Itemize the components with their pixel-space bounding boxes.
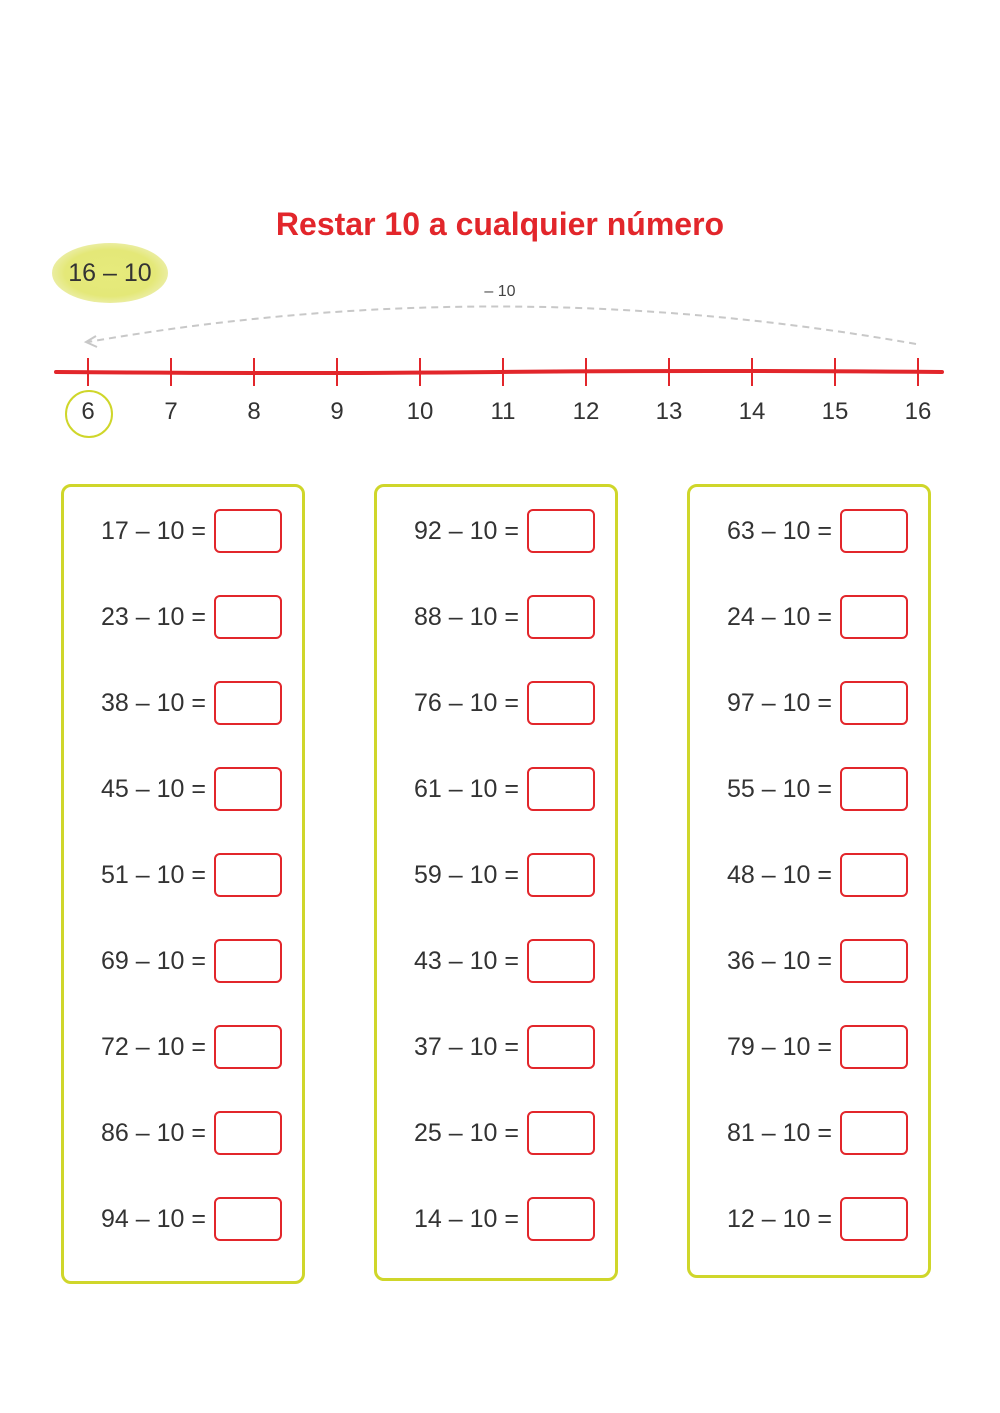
- exercise-row: [377, 1195, 595, 1243]
- subtraction-expression: 17 – 10 =: [101, 516, 206, 545]
- answer-input-box[interactable]: [527, 1197, 595, 1241]
- jump-arc: [88, 306, 916, 344]
- answer-input-box[interactable]: [840, 939, 908, 983]
- subtraction-expression: 63 – 10 =: [727, 516, 832, 545]
- subtraction-expression: 61 – 10 =: [414, 774, 519, 803]
- number-line-label: 6: [81, 398, 95, 425]
- answer-input-box[interactable]: [527, 939, 595, 983]
- subtraction-expression: 94 – 10 =: [101, 1204, 206, 1233]
- answer-input-box[interactable]: [214, 853, 282, 897]
- answer-input-box[interactable]: [527, 595, 595, 639]
- number-line-label: 9: [330, 398, 344, 425]
- exercise-row: [377, 679, 595, 727]
- exercise-row: [377, 765, 595, 813]
- exercise-row: [690, 765, 908, 813]
- subtraction-expression: 51 – 10 =: [101, 860, 206, 889]
- example-expression: 16 – 10: [68, 258, 152, 287]
- exercise-row: [690, 679, 908, 727]
- number-line-label: 12: [572, 398, 600, 425]
- exercise-row: [690, 507, 908, 555]
- subtraction-expression: 48 – 10 =: [727, 860, 832, 889]
- answer-input-box[interactable]: [527, 509, 595, 553]
- exercise-column-3: [687, 484, 931, 1278]
- answer-circle: [65, 390, 113, 438]
- subtraction-expression: 69 – 10 =: [101, 946, 206, 975]
- exercise-row: [64, 937, 282, 985]
- subtraction-expression: 86 – 10 =: [101, 1118, 206, 1147]
- answer-input-box[interactable]: [527, 767, 595, 811]
- exercise-column-1: [61, 484, 305, 1284]
- subtraction-expression: 81 – 10 =: [727, 1118, 832, 1147]
- subtraction-expression: 23 – 10 =: [101, 602, 206, 631]
- answer-input-box[interactable]: [840, 1025, 908, 1069]
- subtraction-expression: 14 – 10 =: [414, 1204, 519, 1233]
- answer-input-box[interactable]: [840, 1197, 908, 1241]
- answer-input-box[interactable]: [840, 681, 908, 725]
- answer-input-box[interactable]: [214, 1025, 282, 1069]
- number-line-label: 10: [406, 398, 434, 425]
- exercise-row: [64, 679, 282, 727]
- exercise-row: [690, 593, 908, 641]
- exercise-row: [64, 851, 282, 899]
- subtraction-expression: 97 – 10 =: [727, 688, 832, 717]
- exercise-row: [64, 507, 282, 555]
- answer-input-box[interactable]: [527, 853, 595, 897]
- answer-input-box[interactable]: [527, 681, 595, 725]
- exercise-row: [377, 507, 595, 555]
- exercise-row: [377, 593, 595, 641]
- answer-input-box[interactable]: [214, 509, 282, 553]
- answer-input-box[interactable]: [214, 767, 282, 811]
- exercise-row: [377, 1023, 595, 1071]
- answer-input-box[interactable]: [214, 595, 282, 639]
- subtraction-expression: 88 – 10 =: [414, 602, 519, 631]
- subtraction-expression: 72 – 10 =: [101, 1032, 206, 1061]
- answer-input-box[interactable]: [840, 853, 908, 897]
- number-line-label: 15: [821, 398, 849, 425]
- exercise-row: [690, 851, 908, 899]
- subtraction-expression: 79 – 10 =: [727, 1032, 832, 1061]
- number-line-axis: [56, 371, 942, 373]
- answer-input-box[interactable]: [527, 1025, 595, 1069]
- exercise-row: [377, 937, 595, 985]
- number-line-label: 8: [247, 398, 261, 425]
- exercise-row: [64, 593, 282, 641]
- answer-input-box[interactable]: [527, 1111, 595, 1155]
- exercise-column-2: [374, 484, 618, 1281]
- answer-input-box[interactable]: [214, 1111, 282, 1155]
- subtraction-expression: 55 – 10 =: [727, 774, 832, 803]
- exercise-row: [64, 1195, 282, 1243]
- exercise-row: [690, 1023, 908, 1071]
- subtraction-expression: 92 – 10 =: [414, 516, 519, 545]
- subtraction-expression: 76 – 10 =: [414, 688, 519, 717]
- exercise-row: [690, 1195, 908, 1243]
- number-line-label: 11: [490, 398, 516, 425]
- exercise-row: [377, 851, 595, 899]
- answer-input-box[interactable]: [214, 939, 282, 983]
- number-line-label: 16: [904, 398, 932, 425]
- answer-input-box[interactable]: [214, 681, 282, 725]
- subtraction-expression: 59 – 10 =: [414, 860, 519, 889]
- subtraction-expression: 12 – 10 =: [727, 1204, 832, 1233]
- subtraction-expression: 38 – 10 =: [101, 688, 206, 717]
- answer-input-box[interactable]: [840, 767, 908, 811]
- number-line-label: 13: [655, 398, 683, 425]
- page-title: Restar 10 a cualquier número: [275, 206, 725, 242]
- jump-label: – 10: [484, 283, 516, 300]
- answer-input-box[interactable]: [840, 595, 908, 639]
- answer-input-box[interactable]: [840, 1111, 908, 1155]
- exercise-row: [690, 1109, 908, 1157]
- exercise-row: [690, 937, 908, 985]
- subtraction-expression: 43 – 10 =: [414, 946, 519, 975]
- subtraction-expression: 25 – 10 =: [414, 1118, 519, 1147]
- subtraction-expression: 24 – 10 =: [727, 602, 832, 631]
- answer-input-box[interactable]: [214, 1197, 282, 1241]
- number-line-label: 7: [164, 398, 178, 425]
- number-line-label: 14: [738, 398, 766, 425]
- exercise-row: [377, 1109, 595, 1157]
- answer-input-box[interactable]: [840, 509, 908, 553]
- subtraction-expression: 37 – 10 =: [414, 1032, 519, 1061]
- number-line: [0, 290, 1000, 400]
- subtraction-expression: 36 – 10 =: [727, 946, 832, 975]
- exercise-row: [64, 765, 282, 813]
- exercise-row: [64, 1023, 282, 1071]
- subtraction-expression: 45 – 10 =: [101, 774, 206, 803]
- exercise-row: [64, 1109, 282, 1157]
